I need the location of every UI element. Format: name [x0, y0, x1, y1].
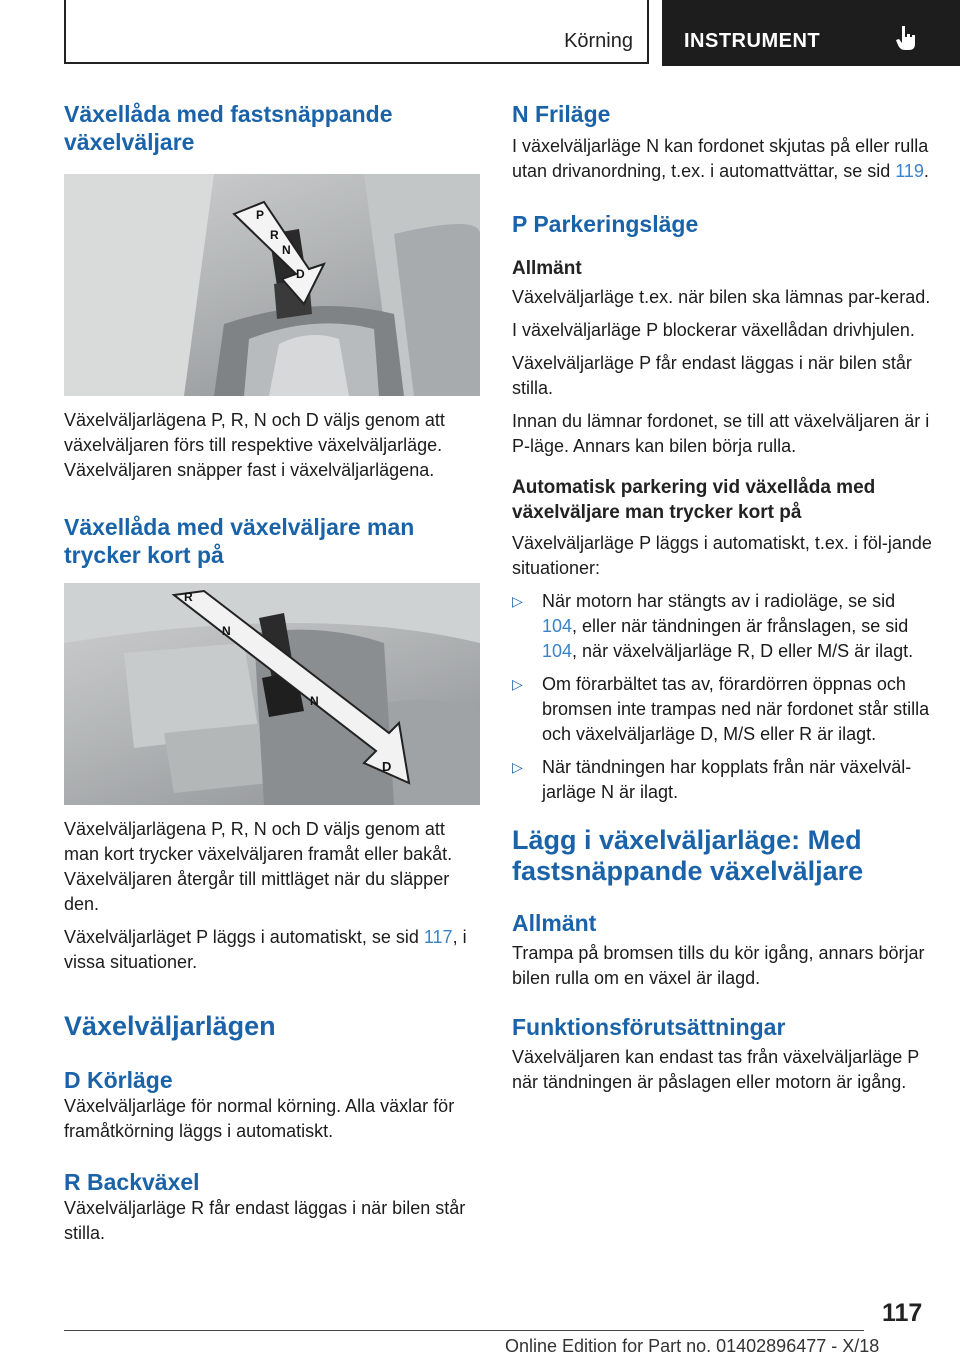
- fig2-label-d: D: [382, 759, 392, 774]
- heading-d-korlage: D Körläge: [64, 1067, 173, 1093]
- para-text: .: [923, 161, 929, 181]
- situations-list: [512, 589, 932, 805]
- page-header: [64, 0, 960, 66]
- fig1-label-r: R: [270, 228, 279, 242]
- page-link-119[interactable]: 119: [895, 161, 924, 181]
- para-fastsnappande: Växelväljarlägena P, R, N och D väljs genom att växelväljaren förs till respektive växelväljarläge. Växelväljaren snäpper fast i växelväljarlägena.: [64, 410, 445, 480]
- para-r-backvaxel: Växelväljarläge R får endast läggas i när bilen står stilla.: [64, 1198, 466, 1243]
- heading-n-frilage: N Friläge: [512, 101, 611, 127]
- triangle-bullet-icon: ▷: [512, 676, 523, 692]
- para-text: Växelväljarläget P läggs i automatiskt, se sid: [64, 927, 424, 947]
- list-item: [512, 672, 932, 747]
- list-item: [512, 589, 932, 664]
- para-allmant-2b: Trampa på bromsen tills du kör igång, annars börjar bilen rulla om en växel är ilagd.: [512, 943, 925, 988]
- page-number: 117: [882, 1299, 923, 1327]
- heading-fastsnappande: Växellåda med fastsnäppande växelväljare: [64, 101, 393, 155]
- heading-automatisk-parkering: Automatisk parkering vid växellåda med växelväljare man trycker kort på: [512, 477, 876, 523]
- page-link-117[interactable]: 117: [423, 927, 453, 947]
- heading-r-backvaxel: R Backväxel: [64, 1169, 200, 1195]
- fig1-label-n: N: [282, 243, 291, 257]
- left-column: [64, 100, 482, 1246]
- para-text: I växelväljarläge N kan fordonet skjutas på eller rulla utan drivanordning, t.ex. i automattvättar, se sid: [512, 136, 929, 181]
- page-link-104[interactable]: 104: [542, 641, 573, 661]
- para-funktionsforutsattningar: Växelväljaren kan endast tas från växelväljarläge P när tändningen är påslagen eller motorn är igång.: [512, 1047, 919, 1092]
- header-section-label: Körning: [564, 30, 633, 52]
- heading-p-parkeringslage: P Parkeringsläge: [512, 211, 699, 237]
- header-chapter-tab[interactable]: [662, 0, 960, 66]
- fig2-label-n2: N: [310, 694, 319, 708]
- triangle-bullet-icon: ▷: [512, 593, 523, 609]
- heading-funktionsforutsattningar: Funktionsförutsättningar: [512, 1014, 786, 1040]
- gear-selector-figure-2: [64, 583, 480, 805]
- fig1-label-d: D: [296, 267, 305, 281]
- heading-allmant-2: Allmänt: [512, 910, 597, 936]
- list-item: [512, 755, 932, 805]
- fig1-label-p: P: [256, 208, 265, 222]
- footer-edition: Online Edition for Part no. 01402896477 - X/18: [505, 1336, 880, 1356]
- heading-lagg-i-vaxelvaljarlage: Lägg i växelväljarläge: Med fastsnäppande växelväljare: [512, 825, 864, 886]
- heading-vaxelvaljarlagen: Växelväljarlägen: [64, 1011, 276, 1041]
- para-n-frilage: [512, 134, 932, 184]
- page-link-104[interactable]: 104: [542, 616, 573, 636]
- list-text: När motorn har stängts av i radioläge, se sid: [542, 591, 896, 611]
- para-allmant-2: I växelväljarläge P blockerar växellådan drivhjulen.: [512, 320, 915, 340]
- para-allmant-3: Växelväljarläge P får endast läggas i när bilen står stilla.: [512, 353, 912, 398]
- list-text: , eller när tändningen är frånslagen, se sid: [572, 616, 909, 636]
- heading-trycker-kort: Växellåda med växelväljare man trycker kort på: [64, 514, 415, 568]
- header-section-box: [64, 0, 649, 64]
- list-text: När tändningen har kopplats från när växelväl-jarläge N är ilagt.: [542, 757, 912, 802]
- fig2-label-n1: N: [222, 624, 231, 638]
- para-trycker-kort-1: Växelväljarlägena P, R, N och D väljs genom att man kort trycker växelväljaren framåt eller bakåt. Växelväljaren återgår till mittläget när du släpper den.: [64, 819, 453, 914]
- header-chapter-label: INSTRUMENT: [684, 30, 821, 52]
- para-allmant-1: Växelväljarläge t.ex. när bilen ska lämnas par-kerad.: [512, 287, 931, 307]
- para-trycker-kort-2: [64, 925, 482, 975]
- footer-divider: [64, 1330, 864, 1331]
- para-allmant-4: Innan du lämnar fordonet, se till att växelväljaren är i P-läge. Annars kan bilen börja rulla.: [512, 411, 930, 456]
- fig2-label-r: R: [184, 590, 193, 604]
- gear-selector-figure-1: [64, 174, 480, 396]
- pointing-hand-icon: [894, 24, 920, 52]
- para-automatisk-parkering: Växelväljarläge P läggs i automatiskt, t.ex. i föl-jande situationer:: [512, 533, 932, 578]
- list-text: Om förarbältet tas av, förardörren öppnas och bromsen inte trampas ned när fordonet står stilla och växelväljarläge D, M/S eller R är ilagt.: [542, 674, 930, 744]
- list-text: , när växelväljarläge R, D eller M/S är ilagt.: [572, 641, 914, 661]
- heading-allmant: Allmänt: [512, 258, 582, 279]
- para-d-korlage: Växelväljarläge för normal körning. Alla växlar för framåtkörning läggs i automatiskt.: [64, 1096, 455, 1141]
- right-column: [512, 100, 932, 1095]
- triangle-bullet-icon: ▷: [512, 759, 523, 775]
- para-text: , i vissa situationer.: [64, 927, 467, 972]
